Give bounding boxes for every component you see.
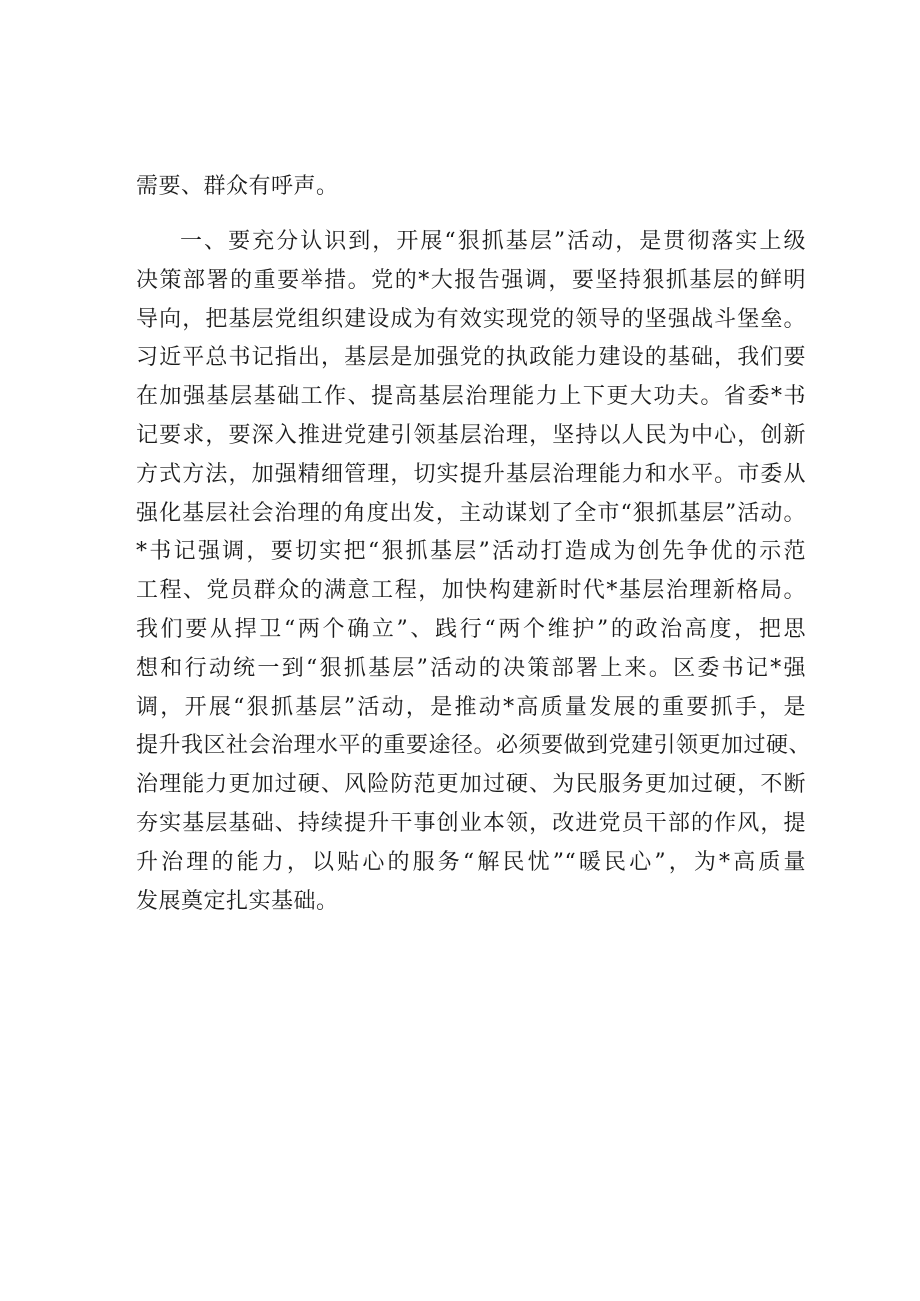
paragraph-line: 强化基层社会治理的角度出发，主动谋划了全市“狠抓基层”活动。 [136,500,806,526]
paragraph-line: 决策部署的重要举措。党的*大报告强调，要坚持狠抓基层的鲜明 [136,267,806,293]
paragraph-line: *书记强调，要切实把“狠抓基层”活动打造成为创先争优的示范 [136,539,806,565]
body-text [136,168,812,921]
paragraph-line: 夯实基层基础、持续提升干事创业本领，改进党员干部的作风，提 [136,810,806,836]
paragraph-continuation-line: 需要、群众有呼声。 [136,174,339,199]
paragraph-line: 工程、党员群众的满意工程，加快构建新时代*基层治理新格局。 [136,578,806,604]
paragraph-line: 调，开展“狠抓基层”活动，是推动*高质量发展的重要抓手，是 [136,694,806,720]
paragraph-line: 一、要充分认识到，开展“狠抓基层”活动，是贯彻落实上级 [180,229,806,254]
paragraph-line: 治理能力更加过硬、风险防范更加过硬、为民服务更加过硬，不断 [136,772,806,798]
paragraph-line: 在加强基层基础工作、提高基层治理能力上下更大功夫。省委*书 [136,384,806,410]
paragraph-line: 想和行动统一到“狠抓基层”活动的决策部署上来。区委书记*强 [136,655,806,681]
paragraph-line: 我们要从捍卫“两个确立”、践行“两个维护”的政治高度，把思 [136,616,806,642]
paragraph-line: 导向，把基层党组织建设成为有效实现党的领导的坚强战斗堡垒。 [136,306,806,332]
paragraph-line: 方式方法，加强精细管理，切实提升基层治理能力和水平。市委从 [136,461,806,487]
paragraph-line: 提升我区社会治理水平的重要途径。必须要做到党建引领更加过硬、 [136,733,812,759]
paragraph-line: 习近平总书记指出，基层是加强党的执政能力建设的基础，我们要 [136,345,806,371]
paragraph-line: 升治理的能力，以贴心的服务“解民忧”“暖民心”，为*高质量 [136,849,806,875]
paragraph-line: 记要求，要深入推进党建引领基层治理，坚持以人民为中心，创新 [136,422,806,448]
paragraph-last-line: 发展奠定扎实基础。 [136,888,339,914]
